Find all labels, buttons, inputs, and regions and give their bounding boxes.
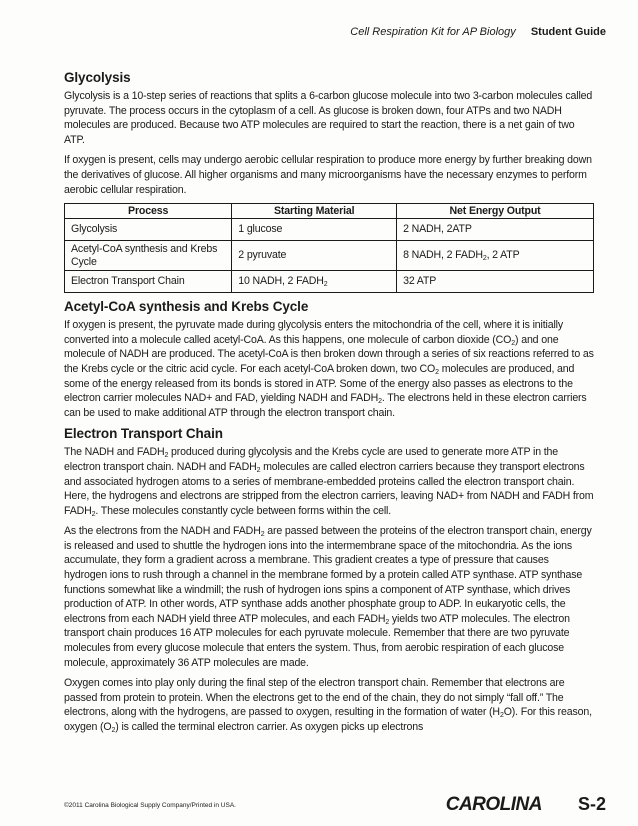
page-header [350, 26, 606, 38]
table-row [65, 241, 594, 271]
etc-paragraph-2 [64, 524, 594, 670]
glycolysis-paragraph-2: If oxygen is present, cells may undergo aerobic cellular respiration to produce more energy by further breaking down the derivatives of glucose. All higher organisms and many microorganisms have the necessary enzymes to perform aerobic cellular respiration. [64, 154, 592, 196]
text-run: The NADH and FADH [64, 446, 165, 459]
subscript: 2 [164, 452, 169, 460]
cell-starting-material: 1 glucose [232, 219, 397, 241]
subscript: 2 [499, 712, 504, 720]
output-text: , 2 ATP [486, 249, 520, 262]
cell-net-energy-output [397, 241, 594, 271]
glycolysis-heading: Glycolysis [64, 70, 131, 85]
header-starting-material: Starting Material [232, 204, 397, 219]
text-run: yields two ATP molecules. The electron transport chain produces 16 ATP molecules for each pyruvate molecule. Remember that there are two pyruvate molecules from every glucose molecule that enters the system. Thus, from aerobic respiration of each glucose molecule, approximately 36 ATP molecules are made. [64, 612, 570, 669]
table-row [65, 219, 594, 241]
energy-output-table [64, 203, 594, 293]
subscript: 2 [111, 727, 116, 734]
subscript: 2 [482, 255, 487, 263]
text-run: ) is called the terminal electron carrier. As oxygen picks up electrons [115, 721, 424, 733]
text-run: are passed between the proteins of the electron transport chain, energy is released and used to shuttle the hydrogen ions into the intermembrane space of the mitochondria. As the ions accumulate, they form a gradient across a membrane. This gradient creates a type of pressure that causes hydrogen ions to rush through a channel in the membrane formed by a protein called ATP synthase. ATP synthase functions somewhat like a windmill; the rush of hydrogen ions spins a component of ATP synthase, which drives production of ATP. In other words, ATP synthase adds another phosphate group to ADP. In eukaryotic cells, the electrons from each NADH yield three ATP molecules, and each FADH [64, 525, 592, 625]
text-run: molecules are called electron carriers because they transport electrons and associated hydrogen atoms to a series of membrane-embedded proteins called the electron transport chain. Here, the hydrogens and electrons are stripped from the electron carriers, leaving NAD+ from NADH and FADH from FADH [64, 460, 594, 517]
etc-heading: Electron Transport Chain [64, 426, 223, 442]
cell-starting-material [232, 271, 397, 293]
output-text: 8 NADH, 2 FADH [403, 249, 483, 262]
krebs-paragraph [64, 318, 594, 420]
page-footer [64, 794, 606, 824]
subscript: 2 [260, 531, 265, 539]
kit-title: Cell Respiration Kit for AP Biology [350, 26, 516, 38]
subscript: 2 [511, 339, 516, 347]
cell-process: Glycolysis [65, 219, 232, 241]
main-content [64, 70, 594, 741]
subscript: 2 [256, 466, 261, 474]
text-run: molecules are produced, and some of the energy released from its bonds is stored in ATP. Some of the energy also passes as electrons to the electron carrier molecules NAD+ and FAD, yielding NADH and FADH [64, 362, 575, 405]
cell-process: Electron Transport Chain [65, 271, 232, 293]
text-run: As the electrons from the NADH and FADH [64, 525, 261, 538]
start-text: 10 NADH, 2 FADH [238, 275, 324, 288]
cell-process: Acetyl-CoA synthesis and Krebs Cycle [65, 241, 232, 271]
krebs-heading: Acetyl-CoA synthesis and Krebs Cycle [64, 299, 309, 315]
carolina-logo: CAROLINA [445, 794, 542, 815]
table-row [65, 271, 594, 293]
text-run: O). For this reason, oxygen (O [64, 706, 592, 733]
subscript: 2 [385, 618, 390, 626]
text-run: Oxygen comes into play only during the final step of the electron transport chain. Remember that electrons are passed from protein to protein. When the electrons get to the end of the chain, they do not simply “fall off.” The electrons, along with the hydrogens, are passed to oxygen, resulting in the formation of water (H [64, 677, 565, 719]
header-net-energy-output: Net Energy Output [397, 204, 594, 219]
table-header-row [65, 204, 594, 219]
subscript: 2 [91, 510, 96, 518]
text-run: . The electrons held in these electron carriers can be used to make additional ATP through the electron transport chain. [64, 392, 587, 419]
cell-net-energy-output: 32 ATP [397, 271, 594, 293]
cell-starting-material: 2 pyruvate [232, 241, 397, 271]
page-number: S-2 [577, 794, 606, 814]
text-run: ) and one molecule of NADH are produced. The acetyl-CoA is then broken down through a series of six reactions referred to as the Krebs cycle or the citric acid cycle. For each acetyl-CoA broken down, two CO [64, 333, 594, 375]
text-run: produced during glycolysis and the Krebs cycle are used to generate more ATP in the electron transport chain. NADH and FADH [64, 446, 559, 473]
etc-paragraph-3 [64, 676, 594, 734]
etc-paragraph-1 [64, 445, 594, 518]
guide-label: Student Guide [530, 26, 606, 38]
glycolysis-paragraph-1: Glycolysis is a 10-step series of reactions that splits a 6-carbon glucose molecule into two 3-carbon molecules called pyruvate. The process occurs in the cytoplasm of a cell. As glucose is broken down, four ATPs and two NADH molecules are produced. Because two ATP molecules are required to start the reaction, there is a net gain of two ATP. [64, 90, 593, 146]
subscript: 2 [378, 398, 382, 406]
copyright-text: ©2011 Carolina Biological Supply Company/Printed in USA. [64, 802, 236, 809]
text-run: If oxygen is present, the pyruvate made during glycolysis enters the mitochondria of the cell, where it is initially converted into a molecule called acetyl-CoA. As this happens, one molecule of carbon dioxide (CO [64, 319, 564, 346]
subscript: 2 [323, 281, 328, 289]
text-run: . These molecules constantly cycle between forms within the cell. [95, 504, 392, 517]
cell-net-energy-output: 2 NADH, 2ATP [397, 219, 594, 241]
header-process: Process [65, 204, 232, 219]
subscript: 2 [435, 368, 439, 376]
